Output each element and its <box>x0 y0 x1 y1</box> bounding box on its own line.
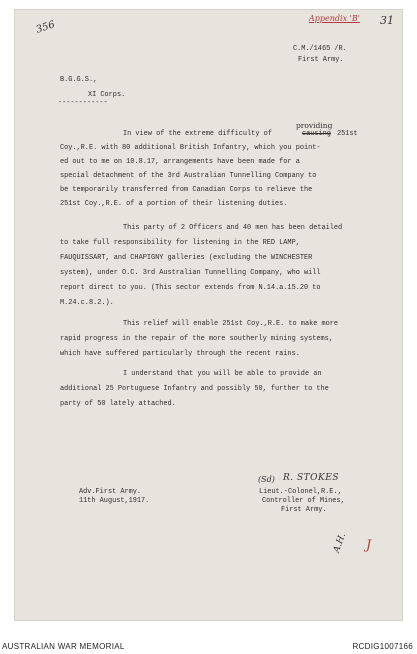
footer-catalogue-id: RCDIG1007166 <box>352 642 413 651</box>
body-p2-line-4: system), under O.C. 3rd Australian Tunnelling Company, who will <box>60 269 321 277</box>
body-p2-line-1: This party of 2 Officers and 40 men has been detailed <box>123 224 343 232</box>
addressee-rule: ------------ <box>58 99 108 107</box>
closing-left-2: 11th August,1917. <box>79 497 150 505</box>
addressee-line-1: B.G.G.S., <box>60 76 98 84</box>
body-p4-line-1: I understand that you will be able to provide an <box>123 370 322 378</box>
body-p3-line-3: which have suffered particularly through the recent rains. <box>60 350 300 358</box>
body-p3-line-2: rapid progress in the repair of the more southerly mining systems, <box>60 335 333 343</box>
handwritten-insertion: providing <box>296 121 333 130</box>
closing-right-2: Controller of Mines, <box>262 497 345 505</box>
body-p1-line-6: 251st Coy.,R.E. of a portion of their listening duties. <box>60 200 288 208</box>
appendix-annotation: Appendix 'B' <box>309 14 360 23</box>
body-p1-line-1-end: 251st <box>337 130 358 138</box>
red-mark-annotation: J <box>366 538 372 553</box>
body-p1-line-2: Coy.,R.E. with 80 additional British Infantry, which you point- <box>60 144 321 152</box>
file-number-annotation: 356 <box>34 19 57 36</box>
command-line: First Army. <box>298 56 344 64</box>
initials-annotation: A.H. <box>331 531 349 555</box>
signature-name: R. STOKES <box>283 473 340 483</box>
body-p1-line-5: be temporarily transferred from Canadian Corps to relieve the <box>60 186 313 194</box>
struck-word: causing <box>302 130 331 138</box>
body-p3-line-1: This relief will enable 251st Coy.,R.E. to make more <box>123 320 339 328</box>
body-p4-line-2: additional 25 Portuguese Infantry and possibly 50, further to the <box>60 385 329 393</box>
closing-left-1: Adv.First Army. <box>79 488 142 496</box>
signature-prefix: (Sd) <box>258 475 275 484</box>
footer-institution: AUSTRALIAN WAR MEMORIAL <box>2 642 125 651</box>
closing-right-1: Lieut.-Colonel,R.E., <box>259 488 342 496</box>
body-p1-line-1: In view of the extreme difficulty of <box>123 130 272 138</box>
body-p1-line-4: special detachment of the 3rd Australian Tunnelling Company to <box>60 172 317 180</box>
addressee-line-2: XI Corps. <box>88 91 126 99</box>
reference-number: C.M./1465 /R. <box>293 45 347 53</box>
body-p4-line-3: party of 50 lately attached. <box>60 400 176 408</box>
page-number-annotation: 31 <box>380 14 394 27</box>
body-p1-line-3: ed out to me on 10.8.17, arrangements have been made for a <box>60 158 300 166</box>
body-p2-line-2: to take full responsibility for listening in the RED LAMP, <box>60 239 300 247</box>
body-p2-line-5: report direct to you. (This sector extends from N.14.a.15.20 to <box>60 284 321 292</box>
body-p2-line-3: FAUQUISSART, and CHAPIGNY galleries (excluding the WINCHESTER <box>60 254 313 262</box>
closing-right-3: First Army. <box>281 506 327 514</box>
body-p2-line-6: M.24.c.8.2.). <box>60 299 114 307</box>
